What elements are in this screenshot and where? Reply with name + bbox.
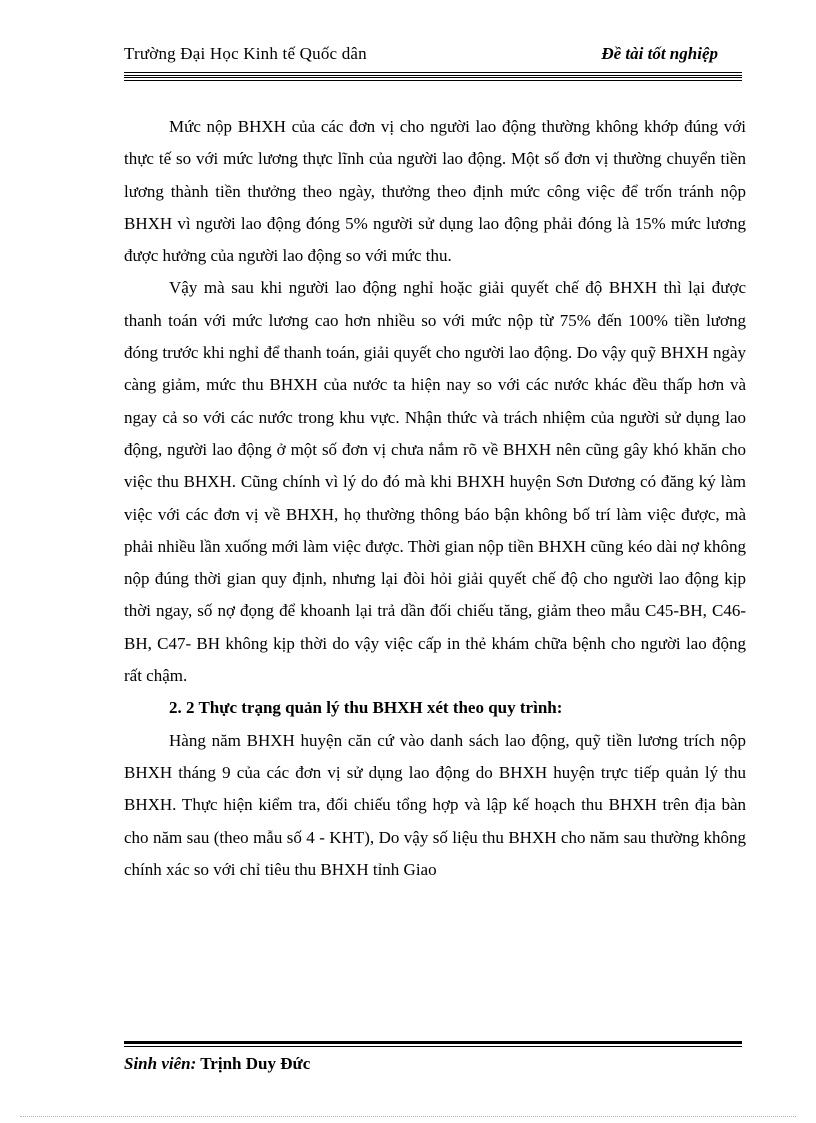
student-label: Sinh viên: [124,1054,197,1073]
header-rule-bottom [124,77,742,81]
footer-rule-thick [124,1041,742,1044]
thesis-label: Đề tài tốt nghiệp [601,44,718,63]
page-footer [124,1054,310,1074]
section-heading: 2. 2 Thực trạng quản lý thu BHXH xét theo quy trình: [169,698,563,718]
paragraph: Mức nộp BHXH của các đơn vị cho người lao động thường không khớp đúng với thực tế so với mức lương thực lĩnh của người lao động. Một số đơn vị thường chuyển tiền lương thành tiền thưởng theo ngày, thưởng theo định mức công việc để trốn tránh nộp BHXH vì người lao động đóng 5% người sử dụng lao động phải đóng là 15% mức lương được hưởng của người lao động so với mức thu. [124,117,746,266]
page-header [124,44,718,70]
paragraph: Vậy mà sau khi người lao động nghỉ hoặc giải quyết chế độ BHXH thì lại được thanh toán với mức lương cao hơn nhiều so với mức nộp từ 75% đến 100% tiền lương đóng trước khi nghỉ để thanh toán, giải quyết cho người lao động. Do vậy quỹ BHXH ngày càng giảm, mức thu BHXH của nước ta hiện nay so với các nước khác đều thấp hơn và ngay cả so với các nước trong khu vực. Nhận thức và trách nhiệm của người sử dụng lao động, người lao động ở một số đơn vị chưa nắm rõ về BHXH nên cũng gây khó khăn cho việc thu BHXH. Cũng chính vì lý do đó mà khi BHXH huyện Sơn Dương có đăng ký làm việc với các đơn vị về BHXH, họ thường thông báo bận không bố trí làm việc được, mà phải nhiều lần xuống mới làm việc được. Thời gian nộp tiền BHXH cũng kéo dài nợ không nộp đúng thời gian quy định, nhưng lại đòi hỏi giải quyết chế độ cho người lao động kịp thời ngay, số nợ đọng để khoanh lại trả dần đối chiếu tăng, giảm theo mẫu C45-BH, C46- BH, C47- BH không kịp thời do vậy việc cấp in thẻ khám chữa bệnh cho người lao động rất chậm. [124,278,746,686]
body-text [124,111,746,886]
university-name: Trường Đại Học Kinh tế Quốc dân [124,44,367,63]
paragraph: Hàng năm BHXH huyện căn cứ vào danh sách lao động, quỹ tiền lương trích nộp BHXH tháng 9 của các đơn vị sử dụng lao động do BHXH huyện trực tiếp quản lý thu BHXH. Thực hiện kiểm tra, đối chiếu tổng hợp và lập kế hoạch thu BHXH trên địa bàn cho năm sau (theo mẫu số 4 - KHT), Do vậy số liệu thu BHXH cho năm sau thường không chính xác so với chỉ tiêu thu BHXH tỉnh Giao [124,730,746,879]
page-break-line [20,1116,796,1117]
header-rule-top [124,72,742,76]
student-name: Trịnh Duy Đức [200,1054,311,1073]
footer-rule-thin [124,1046,742,1047]
